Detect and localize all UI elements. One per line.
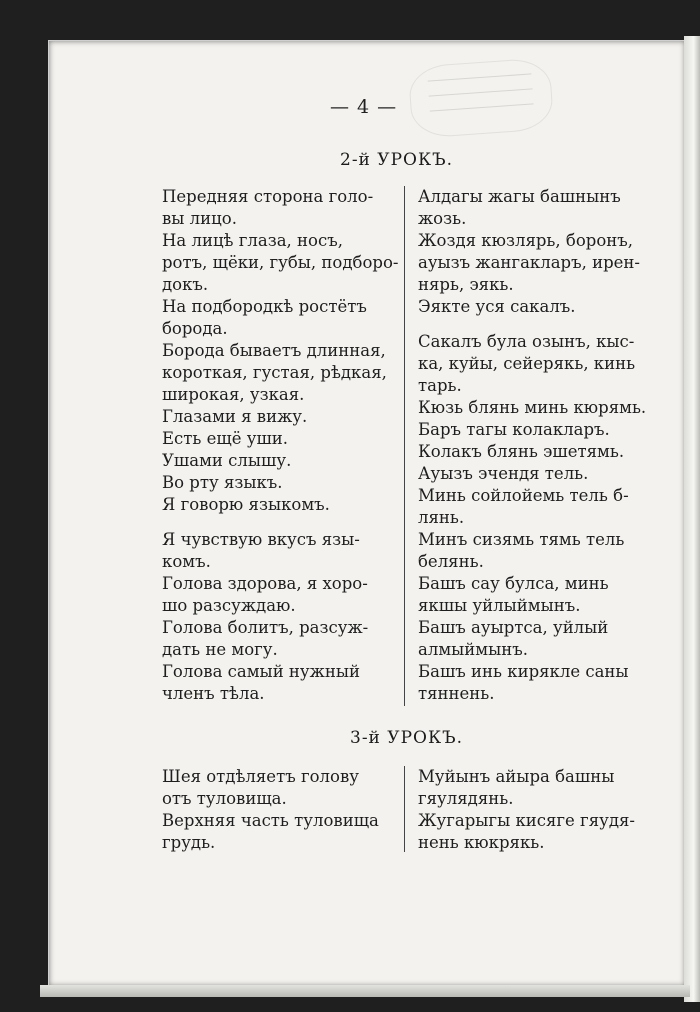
text-line: Алдагы жагы башнынъ	[418, 187, 621, 206]
text-line: Борода бываетъ длинная,	[162, 341, 386, 360]
text-line: отъ туловища.	[162, 789, 287, 808]
text-line: Голова самый нужный	[162, 662, 360, 681]
text-line: ка, куйы, сейерякь, кинь	[418, 354, 636, 373]
text-line: Голова здорова, я хоро-	[162, 574, 368, 593]
text-line: На лицѣ глаза, носъ,	[162, 231, 343, 250]
text-line: грудь.	[162, 833, 216, 852]
text-line: Башъ сау булса, минь	[418, 574, 609, 593]
text-line: ауызъ жангакларъ, ирен-	[418, 253, 640, 272]
text-line: Шея отдѣляетъ голову	[162, 767, 359, 786]
text-line: дать не могу.	[162, 640, 278, 659]
text-line: ротъ, щёки, губы, подборо-	[162, 253, 399, 272]
text-line: комъ.	[162, 552, 211, 571]
lesson-3-tatar-column	[418, 766, 668, 854]
text-line: Я говорю языкомъ.	[162, 495, 330, 514]
lesson-3-title: 3-й УРОКЪ.	[350, 728, 464, 748]
text-line: членъ тѣла.	[162, 684, 265, 703]
text-line: нярь, эякь.	[418, 275, 514, 294]
text-line: белянь.	[418, 552, 484, 571]
text-line: Во рту языкъ.	[162, 473, 283, 492]
text-line: докъ.	[162, 275, 209, 294]
text-line: Сакалъ була озынъ, кыс-	[418, 332, 635, 351]
lesson-3-russian-column	[162, 766, 400, 854]
text-line: нень кюкрякь.	[418, 833, 545, 852]
text-line: борода.	[162, 319, 228, 338]
lesson-2-russian-column	[162, 186, 400, 705]
text-line: гяулядянь.	[418, 789, 514, 808]
column-divider	[404, 766, 405, 852]
text-line: якшы уйлыймынъ.	[418, 596, 581, 615]
text-line: Передняя сторона голо-	[162, 187, 374, 206]
page-edge-bottom	[40, 985, 690, 997]
text-line: лянь.	[418, 508, 465, 527]
text-line: Минь сойлойемь тель б-	[418, 486, 629, 505]
text-line: широкая, узкая.	[162, 385, 305, 404]
text-line: Я чувствую вкусъ язы-	[162, 530, 360, 549]
text-line: Кюзь блянь минь кюрямь.	[418, 398, 647, 417]
paragraph-gap	[162, 516, 400, 529]
text-line: жозь.	[418, 209, 467, 228]
paragraph-gap	[418, 318, 668, 331]
text-line: шо разсуждаю.	[162, 596, 296, 615]
text-line: вы лицо.	[162, 209, 237, 228]
text-line: Глазами я вижу.	[162, 407, 308, 426]
text-line: Ушами слышу.	[162, 451, 292, 470]
text-line: Эякте уся сакалъ.	[418, 297, 576, 316]
text-line: Муйынъ айыра башны	[418, 767, 615, 786]
text-line: Башъ ауыртса, уйлый	[418, 618, 609, 637]
text-line: тяннень.	[418, 684, 495, 703]
lesson-2-tatar-column	[418, 186, 668, 705]
text-line: Минъ сизямь тямь тель	[418, 530, 625, 549]
page-number: — 4 —	[330, 96, 398, 118]
text-line: Ауызъ эчендя тель.	[418, 464, 589, 483]
page-edge-right	[684, 36, 700, 1002]
text-line: Жугарыгы кисяге гяудя-	[418, 811, 635, 830]
text-line: Голова болитъ, разсуж-	[162, 618, 369, 637]
text-line: Колакъ блянь эшетямь.	[418, 442, 625, 461]
text-line: Баръ тагы колакларъ.	[418, 420, 610, 439]
column-divider	[404, 186, 405, 706]
text-line: Жоздя кюзлярь, боронъ,	[418, 231, 633, 250]
text-line: тарь.	[418, 376, 462, 395]
text-line: короткая, густая, рѣдкая,	[162, 363, 387, 382]
lesson-2-title: 2-й УРОКЪ.	[340, 150, 454, 170]
text-line: алмыймынъ.	[418, 640, 528, 659]
text-line: На подбородкѣ ростётъ	[162, 297, 367, 316]
text-line: Есть ещё уши.	[162, 429, 289, 448]
text-line: Башъ инь кирякле саны	[418, 662, 629, 681]
text-line: Верхняя часть туловища	[162, 811, 379, 830]
